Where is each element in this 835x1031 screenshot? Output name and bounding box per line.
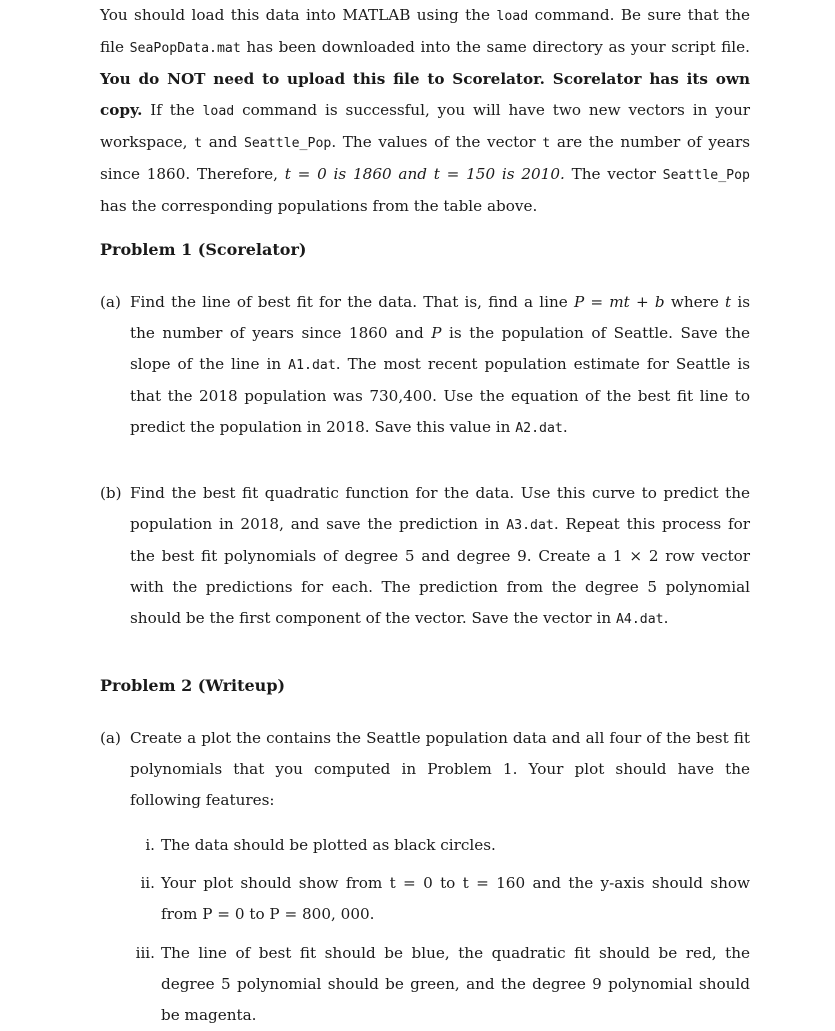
intro-text: has been downloaded into the same directory as your script file. (240, 38, 750, 56)
list-item-text: The line of best fit should be blue, the quadratic fit should be red, the degree 5 polynomial should be green, and the degree 9 polynomial should be magenta. (161, 944, 750, 1024)
intro-text: . The values of the vector (331, 133, 543, 151)
problem-2a-text: Create a plot the contains the Seattle population data and all four of the best fit polynomials that you computed in Problem 1. Your plot should have the following features: (130, 729, 750, 809)
code-t: t (194, 136, 203, 151)
code-a3-dat: A3.dat (506, 518, 554, 533)
problem-2-title: Problem 2 (Writeup) (100, 676, 286, 695)
code-a2-dat: A2.dat (515, 421, 563, 436)
intro-text: and (202, 133, 244, 151)
problem-1b (100, 478, 750, 635)
intro-text: command. Be sure that the file (100, 6, 750, 56)
intro-text: has the corresponding populations from the table above. (100, 197, 538, 215)
intro-text: The vector (564, 165, 663, 183)
list-item (138, 868, 750, 930)
item-label: (a) (100, 729, 121, 747)
intro-paragraph (100, 0, 750, 222)
intro-text: If the (142, 101, 203, 119)
intro-text: command is successful, you will have two new vectors in your workspace, (100, 101, 750, 151)
code-seattle-pop: Seattle_Pop (243, 136, 332, 151)
code-seattle-pop: Seattle_Pop (662, 168, 750, 183)
intro-bold-note: You do NOT need to upload this file to Scorelator. Scorelator has its own copy. (100, 70, 750, 119)
list-item (135, 938, 750, 1031)
code-filename: SeaPopData.mat (129, 41, 241, 56)
intro-text: You should load this data into MATLAB using the (100, 6, 497, 24)
item-label: (a) (100, 293, 121, 311)
code-a4-dat: A4.dat (615, 612, 664, 627)
code-load: load (202, 104, 235, 119)
list-item-text: Your plot should show from t = 0 to t = 160 and the y-axis should show from P = 0 to P = 800, 000. (161, 874, 750, 923)
item-label: (b) (100, 484, 122, 502)
item-label: ii. (140, 874, 155, 892)
code-load: load (496, 9, 529, 24)
item-label: iii. (135, 944, 155, 962)
problem-1a (100, 287, 750, 444)
code-t: t (542, 136, 551, 151)
intro-text: are the number of years since 1860. Therefore, (100, 133, 751, 183)
problem-1a-text: Find the line of best fit for the data. That is, find a line P = mt + b where t is the number of years since 1860 and P is the population of Seattle. Save the slope of the line in A1.dat. The most recent population estimate for Seattle is that the 2018 population was 730,400. Use the equation of the best fit line to predict the population in 2018. Save this value in A2.dat. (130, 293, 750, 436)
item-label: i. (145, 836, 155, 854)
problem-2a (100, 723, 750, 816)
list-item (138, 830, 750, 861)
intro-equation: t = 0 is 1860 and t = 150 is 2010. (284, 165, 565, 183)
code-a1-dat: A1.dat (288, 358, 336, 373)
problem-1-title: Problem 1 (Scorelator) (100, 240, 307, 259)
line-equation: P = mt + b (573, 293, 665, 311)
problem-1b-text: Find the best fit quadratic function for the data. Use this curve to predict the population in 2018, and save the prediction in A3.dat. Repeat this process for the best fit polynomials of degree 5 and degree 9. Create a 1 × 2 row vector with the predictions for each. The prediction from the degree 5 polynomial should be the first component of the vector. Save the vector in A4.dat. (130, 484, 750, 627)
list-item-text: The data should be plotted as black circles. (161, 836, 496, 854)
